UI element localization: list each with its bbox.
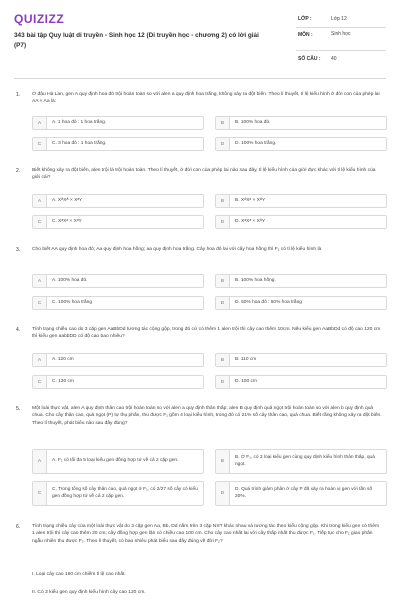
answer-option[interactable] [32,375,204,389]
answer-option[interactable] [32,481,204,506]
answer-option[interactable] [215,375,387,389]
option-letter: D [216,482,230,505]
option-letter: C [33,482,47,505]
option-letter: D [216,138,230,150]
option-text: C. Trong tổng số cây thân cao, quả ngọt ở F₁, có 2/27 số cây có kiểu gen đồng hợp tử về cả 2 cặp gen. [52,486,198,499]
option-text: D. Quá trình giảm phân ở cây P đã xảy ra hoán vị gen với tần số 20%. [235,486,373,499]
option-text: D. 100 cm [235,378,257,384]
option-letter: B [216,450,230,473]
answer-option[interactable] [32,449,204,474]
option-text: C. 130 cm [52,378,74,384]
option-text: A. 100% hoa đỏ. [52,277,88,283]
answer-option[interactable] [215,296,387,310]
subject-value: Sinh học [331,31,351,37]
question-number: 6. [16,524,21,530]
option-text: C. XᵃXᵃ × XᵃY [52,218,82,224]
statement: II. Có 3 kiểu gen quy định kiểu hình cây cao 120 cm. [32,590,146,595]
answer-option[interactable] [32,215,204,229]
option-letter: A [33,195,47,207]
divider [296,27,386,28]
option-text: D. XᵃXᵃ × XᴬY [235,218,266,224]
option-letter: A [33,117,47,129]
answer-option[interactable] [32,274,204,288]
question-text: Một loài thực vật, alen A quy định thân cao trội hoàn toàn so với alen a quy định thân thấp; alen B quy định quả ngọt trội hoàn toàn so với alen b quy định quả chua. Cho cây thân cao, quả ngọt (P) tự thụ phấn, thu được F₁ gồm 4 loại kiểu hình, trong đó có 21% số cây thân cao, quả chua. Biết rằng không xảy ra đột biến. Theo lí thuyết, phát biểu nào sau đây đúng? [32,406,382,426]
count-label: SỐ CÂU : [298,56,321,62]
question-number: 4. [16,327,21,333]
option-text: B. 110 cm [235,356,257,362]
answer-option[interactable] [215,449,387,474]
option-text: A. F₁ có tối đa 5 loại kiểu gen đồng hợp tử về cả 2 cặp gen. [52,458,179,464]
question-text: Ở đậu Hà Lan, gen A quy định hoa đỏ trội hoàn toàn so với alen a quy định hoa trắng, không xảy ra đột biến. Theo lí thuyết, tỉ lệ kiểu hình ở đời con của phép lai AA × Aa là: [32,92,380,105]
page-title: 343 bài tập Quy luật di truyền - Sinh học 12 (Di truyền học - chương 2) có lời giải (P7) [14,32,259,49]
answer-option[interactable] [32,137,204,151]
question-text: Tính trạng chiều cây của một loài thực vật do 3 cặp gen Aa, Bb, Dd nằm trên 3 cặp NST khác nhau và tương tác theo kiểu cộng gộp. Khi trong kiểu gen có thêm 1 alen trội thì cây cao thêm 20 cm; cây đồng hợp gen lặn có chiều cao 100 cm. Cho cây cao nhất lai với cây thấp nhất thu được F₁. Tiếp tục cho F₁ giao phấn ngẫu nhiên thu được F₂. Theo lí thuyết, có bao nhiêu phát biểu sau đây đúng về đời F₂? [32,524,380,544]
option-text: C. 100% hoa trắng [52,299,93,305]
divider [296,50,386,51]
option-letter: C [33,297,47,309]
answer-option[interactable] [32,296,204,310]
header-divider [14,78,386,79]
answer-option[interactable] [215,481,387,506]
answer-option[interactable] [32,353,204,367]
answer-option[interactable] [215,353,387,367]
option-letter: B [216,117,230,129]
question-text: Biết không xảy ra đột biến, alen trội là trội hoàn toàn. Theo lí thuyết, ở đời con của phép lai nào sau đây, tỉ lệ kiểu hình của giới đực khác với tỉ lệ kiểu hình của giới cái? [32,168,376,181]
option-letter: D [216,376,230,388]
answer-option[interactable] [32,194,204,208]
option-letter: B [216,354,230,366]
option-text: B. Ở F₁, có 3 loại kiểu gen cùng quy định kiểu hình thân thấp, quả ngọt. [235,454,375,467]
option-text: A. XᴬXᴬ × XᵃY [52,197,83,203]
answer-option[interactable] [215,137,387,151]
answer-option[interactable] [215,194,387,208]
option-letter: C [33,216,47,228]
option-text: D. 100% hoa trắng. [235,140,277,146]
option-letter: B [216,275,230,287]
option-letter: C [33,376,47,388]
option-letter: B [216,195,230,207]
option-text: B. 100% hoa hồng. [235,277,276,283]
class-label: LỚP : [298,16,312,22]
answer-option[interactable] [32,116,204,130]
option-letter: D [216,297,230,309]
option-text: A. 1 hoa đỏ : 1 hoa trắng. [52,119,107,125]
answer-option[interactable] [215,215,387,229]
answer-option[interactable] [215,274,387,288]
option-text: B. XᴬXᵃ × XᴬY [235,197,266,203]
question-number: 3. [16,247,21,253]
subject-label: MÔN : [298,32,313,38]
option-letter: C [33,138,47,150]
question-text: Tính trạng chiều cao do 3 cặp gen AaBbDd tương tác cộng gộp, trong đó cứ có thêm 1 alen trội thì cây cao thêm 10cm. Nếu kiểu gen AaBbDd có độ cao 120 cm thì kiểu gen aabbDD có độ cao bao nhiêu? [32,327,381,340]
statement: I. Loại cây cao 160 cm chiếm tỉ lệ cao nhất. [32,572,126,577]
count-value: 40 [331,56,337,62]
option-letter: A [33,354,47,366]
quizizz-logo: QUIZIZZ [14,12,65,26]
answer-option[interactable] [215,116,387,130]
question-number: 1. [16,92,21,98]
question-number: 2. [16,168,21,174]
question-text: Cho biết AA quy định hoa đỏ; Aa quy định hoa hồng; aa quy định hoa trắng. Cây hoa đỏ lai với cây hoa hồng thì F₁ có tỉ lệ kiểu hình là [32,247,322,252]
question-number: 5. [16,406,21,412]
option-letter: A [33,275,47,287]
option-text: C. 3 hoa đỏ : 1 hoa trắng. [52,140,107,146]
class-value: Lớp 12 [331,16,347,22]
option-letter: D [216,216,230,228]
option-text: D. 50% hoa đỏ : 50% hoa trắng [235,299,302,305]
option-text: A. 120 cm [52,356,74,362]
option-text: B. 100% hoa đỏ. [235,119,271,125]
option-letter: A [33,450,47,473]
